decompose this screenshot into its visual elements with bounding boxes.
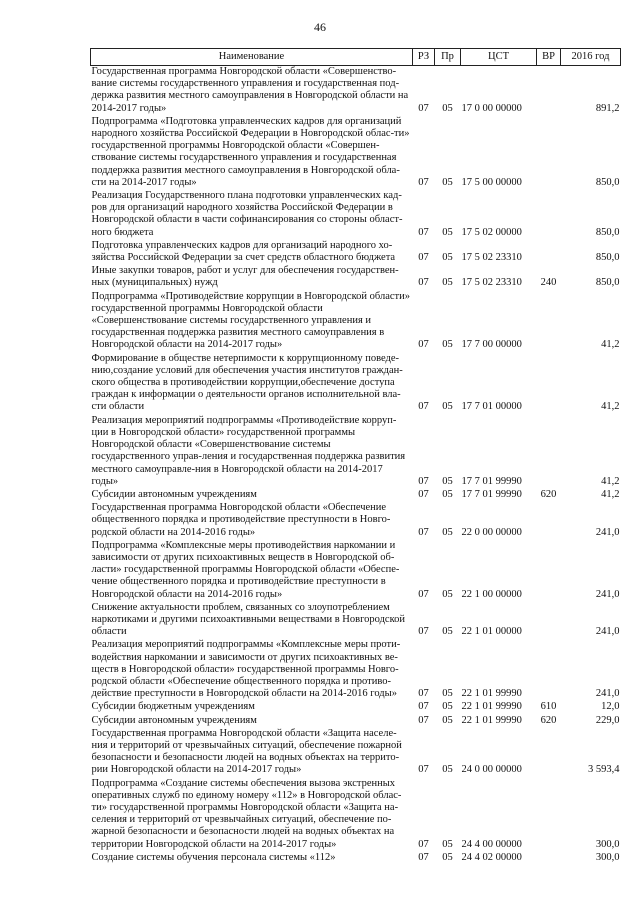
row-vr [537,602,561,640]
header-cst: ЦСТ [461,49,537,66]
row-name: Субсидии бюджетным учреждениям [91,701,255,713]
row-value: 891,2 [595,102,620,114]
row-name: Реализация мероприятий подпрограммы «Противодействие корруп-ции в Новгородской области» государственной программы Новгородской области «Совершенствование системы государственного управ-ления и государственная поддержка развития местного самоуправле-ния в Новгородской области на 2014-2017 годы» [91,414,406,487]
row-vr [537,353,561,415]
row-value: 241,0 [595,588,620,600]
row-cst: 17 7 01 99990 [461,475,522,487]
row-name: Подпрограмма «Подготовка управленческих кадров для организаций народного хозяйства Российской Федерации в Новгородской облас-ти» государственной программы Новгородской области «Совершен-ствование системы государственного управления и государственная поддержка развития местного самоуправления в Новгородской обла-сти на 2014-2017 годы» [91,115,410,188]
row-rz: 07 [418,688,429,700]
row-pr: 05 [442,488,453,500]
row-pr: 05 [442,401,453,413]
table-row [91,715,621,728]
row-pr: 05 [442,626,453,638]
header-name: Наименование [91,49,413,66]
row-cst: 24 4 02 00000 [461,851,522,863]
row-pr: 05 [442,701,453,713]
row-vr [537,852,561,865]
row-rz: 07 [418,176,429,188]
row-cst: 17 5 02 00000 [461,226,522,238]
row-cst: 17 7 01 99990 [461,488,522,500]
row-name: Подпрограмма «Создание системы обеспечения вызова экстренных оперативных служб по единому номеру «112» в Новгородской облас-ти» государственной программы Новгородской области «Защита на-селения и территорий от чрезвычайных ситуаций, обеспечение по-жарной безопасности и безопасности людей на водных объектах на территории Новгородской области на 2014-2017 годы» [91,777,402,850]
row-pr: 05 [442,526,453,538]
row-rz: 07 [418,838,429,850]
row-name: Снижение актуальности проблем, связанных со злоупотреблением наркотиками и другими психоактивными веществами в Новгородской области [91,601,406,638]
row-name: Государственная программа Новгородской области «Обеспечение общественного порядка и противодействие преступности в Новго-родской области на 2014-2016 годы» [91,502,391,538]
row-vr [537,240,561,265]
row-cst: 24 4 00 00000 [461,838,522,850]
row-value: 300,0 [595,838,620,850]
row-cst: 24 0 00 00000 [461,764,522,776]
row-rz: 07 [418,252,429,264]
row-cst: 22 1 01 99990 [461,688,522,700]
row-value: 41,2 [601,401,620,413]
row-name: Подпрограмма «Комплексные меры противодействия наркомании и зависимости от других психоактивных веществ в Новгородской об-ласти» государственной программы Новгородской области «Обеспе-чение общественного порядка и противодействие преступности в Новгородской области на 2014-2016 годы» [91,539,400,600]
row-rz: 07 [418,626,429,638]
row-rz: 07 [418,401,429,413]
table-row [91,66,621,116]
row-name: Субсидии автономным учреждениям [91,488,257,500]
table-header-row [91,49,621,66]
row-pr: 05 [442,714,453,726]
row-cst: 17 7 01 00000 [461,401,522,413]
table-row [91,639,621,701]
row-pr: 05 [442,226,453,238]
table-row [91,265,621,290]
row-rz: 07 [418,339,429,351]
row-value: 229,0 [595,714,620,726]
row-name: Государственная программа Новгородской области «Защита населе-ния и территорий от чрезвычайных ситуаций, обеспечение пожарной безопасности и безопасности людей на водных объектах на террито-рии Новгородской области на 2014-2017 годы» [91,727,402,776]
row-value: 850,0 [595,176,620,188]
row-vr: 620 [540,714,557,726]
row-vr [537,116,561,190]
row-value: 850,0 [595,226,620,238]
header-year: 2016 год [561,49,621,66]
row-name: Субсидии автономным учреждениям [91,714,257,726]
row-vr [537,728,561,778]
row-pr: 05 [442,838,453,850]
row-pr: 05 [442,339,453,351]
row-vr [537,540,561,602]
row-rz: 07 [418,526,429,538]
page-number: 46 [314,20,326,34]
row-cst: 17 5 00 00000 [461,176,522,188]
row-name: Подготовка управленческих кадров для организаций народного хо-зяйства Российской Федерации за счет средств областного бюджета [91,239,396,264]
table-row [91,701,621,714]
row-vr [537,190,561,240]
row-pr: 05 [442,475,453,487]
row-name: Реализация Государственного плана подготовки управленческих кад-ров для организаций народного хозяйства Российской Федерации в Новгородской области в части софинансирования со стороны област-ного бюджета [91,190,403,238]
row-name: Создание системы обучения персонала системы «112» [91,851,336,863]
row-pr: 05 [442,102,453,114]
row-rz: 07 [418,714,429,726]
row-value: 3 593,4 [588,764,620,776]
row-value: 850,0 [595,252,620,264]
row-vr [537,639,561,701]
header-rz: РЗ [413,49,435,66]
row-value: 241,0 [595,526,620,538]
row-rz: 07 [418,764,429,776]
row-value: 12,0 [601,701,620,713]
table-row [91,116,621,190]
row-rz: 07 [418,488,429,500]
row-vr [537,415,561,489]
table-row [91,540,621,602]
row-rz: 07 [418,701,429,713]
row-value: 41,2 [601,339,620,351]
table-row [91,778,621,852]
row-name: Иные закупки товаров, работ и услуг для обеспечения государствен-ных (муниципальных) нужд [91,265,399,289]
row-cst: 17 0 00 00000 [461,102,522,114]
row-cst: 22 1 01 99990 [461,701,522,713]
row-vr: 610 [540,701,557,713]
row-cst: 22 1 00 00000 [461,588,522,600]
row-vr: 240 [540,277,557,289]
row-pr: 05 [442,764,453,776]
table-row [91,852,621,865]
row-cst: 17 5 02 23310 [461,277,522,289]
row-vr [537,778,561,852]
table-row [91,489,621,502]
row-name: Государственная программа Новгородской области «Совершенство-вание системы государственного управления и государственная под-держка развития местного самоуправления в Новгородской области на 2014-2017 годы» [91,66,409,114]
row-vr [537,291,561,353]
header-pr: Пр [435,49,461,66]
row-pr: 05 [442,588,453,600]
row-vr [537,502,561,540]
row-value: 41,2 [601,488,620,500]
row-pr: 05 [442,176,453,188]
row-pr: 05 [442,688,453,700]
row-value: 241,0 [595,626,620,638]
row-cst: 22 1 01 00000 [461,626,522,638]
table-row [91,728,621,778]
row-rz: 07 [418,102,429,114]
row-value: 41,2 [601,475,620,487]
header-vr: ВР [537,49,561,66]
row-vr [537,66,561,116]
row-cst: 17 7 00 00000 [461,339,522,351]
table-row [91,602,621,640]
row-name: Подпрограмма «Противодействие коррупции в Новгородской области» государственной программы Новгородской области «Совершенствование системы государственного управления и государственная поддержка развития местного самоуправления в Новгородской области на 2014-2017 годы» [91,290,410,351]
row-value: 300,0 [595,851,620,863]
row-vr: 620 [540,488,557,500]
row-pr: 05 [442,277,453,289]
row-rz: 07 [418,226,429,238]
row-cst: 17 5 02 23310 [461,252,522,264]
row-value: 850,0 [595,277,620,289]
row-pr: 05 [442,252,453,264]
table-row [91,415,621,489]
row-cst: 22 0 00 00000 [461,526,522,538]
table-row [91,353,621,415]
row-cst: 22 1 01 99990 [461,714,522,726]
row-value: 241,0 [595,688,620,700]
table-row [91,240,621,265]
table-row [91,502,621,540]
table-row [91,291,621,353]
row-pr: 05 [442,851,453,863]
budget-table [90,48,621,865]
row-rz: 07 [418,588,429,600]
table-row [91,190,621,240]
row-rz: 07 [418,475,429,487]
row-rz: 07 [418,851,429,863]
row-name: Реализация мероприятий подпрограммы «Комплексные меры проти-водействия наркомании и зависимости от других психоактивных ве-ществ в Новгородской области» государственной программы Новго-родской области «Обеспечение общественного порядка и противо-действие преступности в Новгородской области на 2014-2016 годы» [91,639,401,700]
row-rz: 07 [418,277,429,289]
row-name: Формирование в обществе нетерпимости к коррупционному поведе-нию,создание условий для обеспечения участия институтов граждан-ского общества в противодействии коррупции,обеспечение доступа граждан к информации о деятельности органов исполнительной вла-сти области [91,352,403,413]
